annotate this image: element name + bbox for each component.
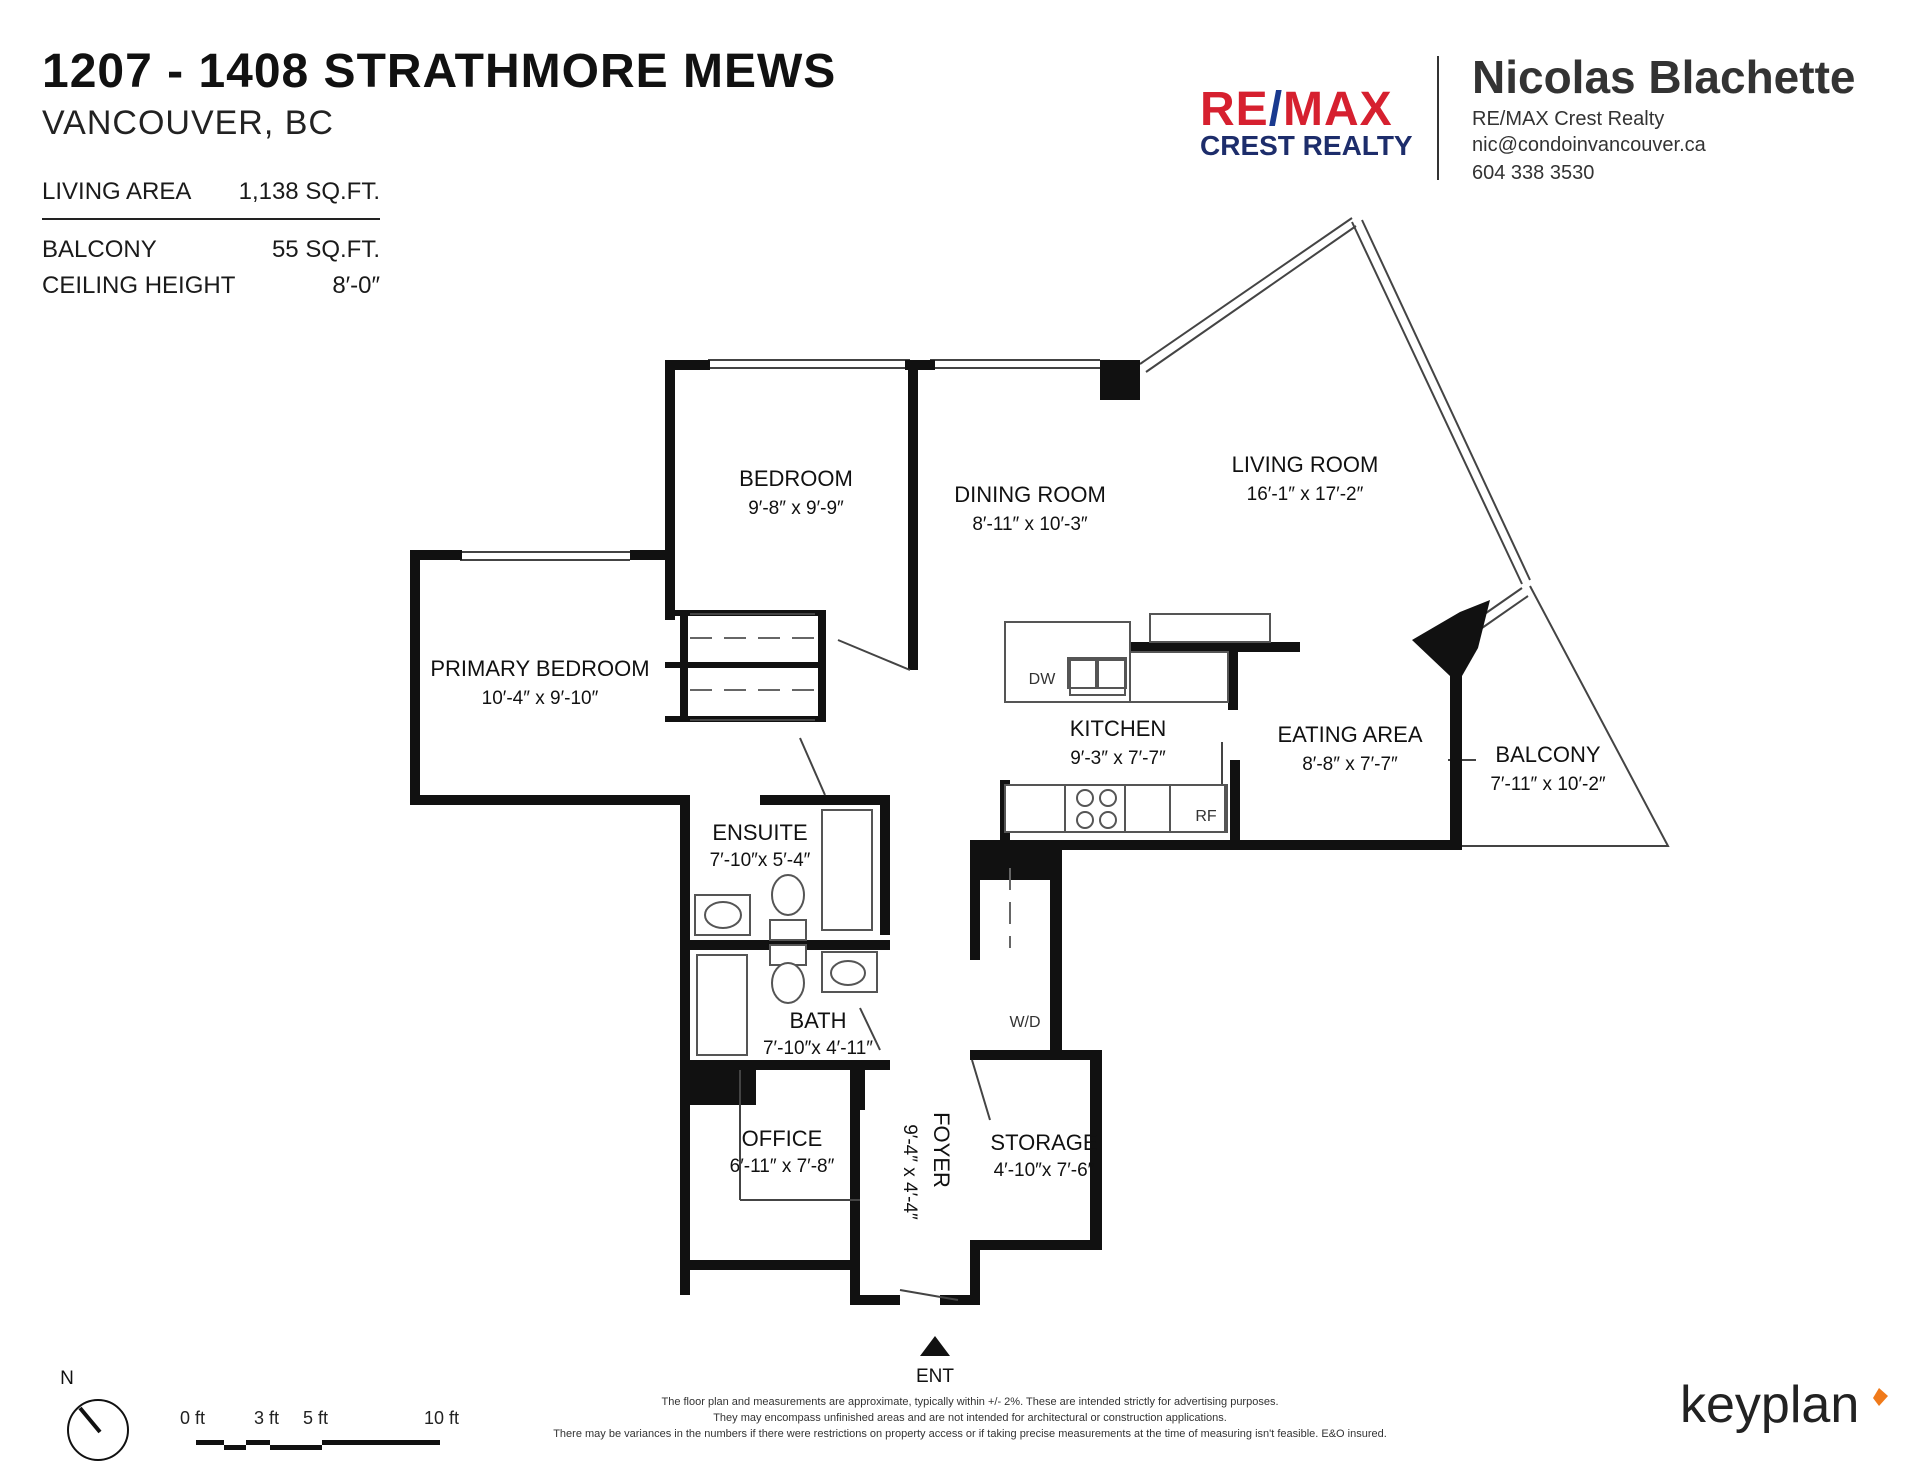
disclaimer-line-3: There may be variances in the numbers if there were restrictions on property access or if taking precise measurements at the time of measuring isn't feasible. E&O insured. (553, 1428, 1387, 1440)
fridge-label: RF (1195, 808, 1217, 825)
windows (460, 218, 1530, 628)
scale-label-3: 3 ft (254, 1408, 280, 1428)
remax-logo: RE/MAX (1200, 83, 1393, 136)
agent-company: RE/MAX Crest Realty (1472, 108, 1665, 130)
room-dims-ensuite: 7′-10″x 5′-4″ (709, 850, 811, 871)
room-name-primary-bedroom: PRIMARY BEDROOM (430, 656, 650, 681)
living-area-value: 1,138 SQ.FT. (238, 178, 380, 205)
agent-email[interactable]: nic@condoinvancouver.ca (1472, 134, 1706, 156)
ceiling-height-value: 8′-0″ (332, 272, 380, 299)
room-dims-storage: 4′-10″x 7′-6″ (993, 1160, 1095, 1181)
scale-bar (196, 1440, 440, 1450)
scale-label-0: 0 ft (180, 1408, 206, 1428)
room-dims-foyer: 9′-4″ x 4′-4″ (899, 1124, 920, 1220)
listing-address-title: 1207 - 1408 STRATHMORE MEWS (42, 45, 837, 98)
room-name-living: LIVING ROOM (1231, 452, 1379, 477)
room-dims-kitchen: 9′-3″ x 7′-7″ (1070, 748, 1166, 769)
room-dims-bath: 7′-10″x 4′-11″ (762, 1038, 874, 1059)
listing-city-subtitle: VANCOUVER, BC (42, 104, 334, 142)
room-dims-balcony: 7′-11″ x 10′-2″ (1490, 774, 1606, 795)
room-name-bath: BATH (789, 1008, 847, 1033)
compass-icon (60, 1368, 128, 1460)
keyplan-flame-icon (1870, 1388, 1888, 1406)
room-dims-bedroom: 9′-8″ x 9′-9″ (748, 498, 844, 519)
room-dims-dining: 8′-11″ x 10′-3″ (972, 514, 1088, 535)
room-dims-office: 6′-11″ x 7′-8″ (729, 1156, 835, 1177)
scale-label-5: 5 ft (303, 1408, 329, 1428)
agent-name: Nicolas Blachette (1472, 51, 1856, 103)
room-name-dining: DINING ROOM (954, 482, 1106, 507)
room-name-ensuite: ENSUITE (712, 820, 808, 845)
washer-dryer-label: W/D (1009, 1014, 1041, 1031)
room-dims-living: 16′-1″ x 17′-2″ (1246, 484, 1364, 505)
room-name-office: OFFICE (741, 1126, 823, 1151)
entry-arrow-icon (920, 1336, 950, 1356)
disclaimer-line-1: The floor plan and measurements are approximate, typically within +/- 2%. These are intended strictly for advertising purposes. (661, 1396, 1279, 1408)
scale-label-10: 10 ft (424, 1408, 460, 1428)
room-name-kitchen: KITCHEN (1069, 716, 1167, 741)
room-name-foyer: FOYER (929, 1112, 954, 1188)
entry-label: ENT (916, 1366, 954, 1387)
room-dims-primary-bedroom: 10′-4″ x 9′-10″ (481, 688, 599, 709)
bath-fixtures (695, 810, 877, 1055)
svg-text:N: N (60, 1368, 74, 1389)
keyplan-logo: keyplan (1680, 1376, 1860, 1434)
room-name-balcony: BALCONY (1495, 742, 1601, 767)
room-name-eating-area: EATING AREA (1277, 722, 1423, 747)
disclaimer-line-2: They may encompass unfinished areas and are not intended for architectural or construction applications. (713, 1412, 1227, 1424)
living-area-label: LIVING AREA (42, 178, 192, 205)
room-dims-eating-area: 8′-8″ x 7′-7″ (1302, 754, 1398, 775)
balcony-area-label: BALCONY (42, 236, 157, 263)
ceiling-height-label: CEILING HEIGHT (42, 272, 236, 299)
agent-phone[interactable]: 604 338 3530 (1472, 162, 1595, 184)
room-name-storage: STORAGE (990, 1130, 1098, 1155)
remax-logo-subtitle: CREST REALTY (1200, 130, 1413, 161)
dishwasher-label: DW (1028, 671, 1056, 688)
balcony-area-value: 55 SQ.FT. (271, 236, 380, 263)
room-name-bedroom: BEDROOM (739, 466, 853, 491)
